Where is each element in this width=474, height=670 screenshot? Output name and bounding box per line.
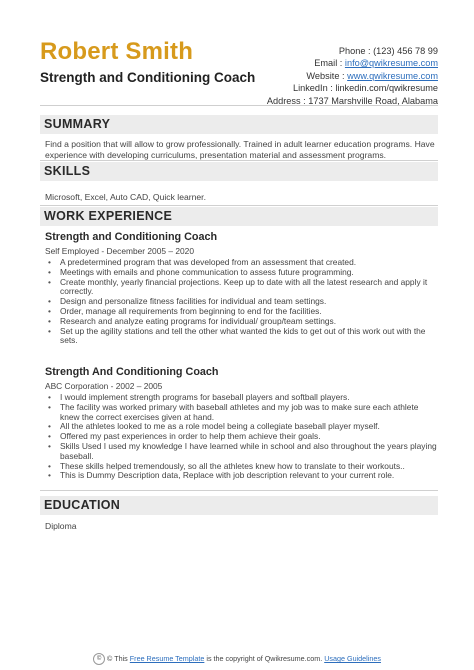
education-heading: EDUCATION xyxy=(44,498,121,512)
job-1-bullets xyxy=(45,258,438,346)
job-1-bullet: • Research and analyze eating programs for individual/ group/team settings. xyxy=(45,317,438,327)
header-divider xyxy=(40,105,438,106)
job-2-company: ABC Corporation - 2002 – 2005 xyxy=(45,381,163,391)
contact-linkedin xyxy=(267,82,438,94)
job-1-bullet: • A predetermined program that was developed from an assessment that created. xyxy=(45,258,438,268)
job-1-bullet: • Create monthly, yearly financial projections. Keep up to date with all the latest research and apply it correctly. xyxy=(45,278,438,298)
address-label: Address : xyxy=(266,95,306,106)
summary-divider xyxy=(40,160,438,161)
job-2-bullet: • The facility was worked primary with baseball athletes and my job was to make sure each athlete knew the correct exercises given at hand. xyxy=(45,403,438,423)
job-1-bullet: • Design and personalize fitness facilities for individual and team settings. xyxy=(45,297,438,307)
candidate-title: Strength and Conditioning Coach xyxy=(40,70,256,85)
linkedin-value: linkedin.com/qwikresume xyxy=(335,83,438,94)
contact-phone xyxy=(267,45,438,57)
job-2-title: Strength And Conditioning Coach xyxy=(45,366,219,378)
contact-block xyxy=(267,45,438,107)
contact-website xyxy=(267,70,438,82)
job-2-bullet: • These skills helped tremendously, so all the athletes knew how to translate to their workouts.. xyxy=(45,462,438,472)
job-1-bullet: • Order, manage all requirements from beginning to end for the facilities. xyxy=(45,307,438,317)
contact-email xyxy=(267,57,438,69)
phone-value: (123) 456 78 99 xyxy=(373,46,438,56)
email-label: Email : xyxy=(314,58,343,69)
summary-text: Find a position that will allow to grow professionally. Trained in adult learner education programs. Have experience with developing curriculums, presentation material and assessment programs. xyxy=(45,139,435,160)
job-2-bullet: • Offered my past experiences in order to help them achieve their goals. xyxy=(45,432,438,442)
address-value: 1737 Marshville Road, Alabama xyxy=(308,95,438,106)
copyright-icon: © xyxy=(93,653,105,665)
website-link[interactable]: www.qwikresume.com xyxy=(347,70,438,81)
phone-label: Phone : xyxy=(338,46,371,56)
skills-divider xyxy=(40,205,438,206)
education-heading-bar xyxy=(40,496,438,515)
skills-heading-bar xyxy=(40,162,438,181)
experience-heading: WORK EXPERIENCE xyxy=(44,209,173,223)
footer-guidelines-link[interactable]: Usage Guidelines xyxy=(324,653,381,663)
job-2-bullets xyxy=(45,393,438,481)
summary-heading: SUMMARY xyxy=(44,117,111,131)
linkedin-label: LinkedIn : xyxy=(292,83,333,94)
experience-divider xyxy=(40,490,438,491)
experience-heading-bar xyxy=(40,207,438,226)
candidate-name: Robert Smith xyxy=(40,38,194,65)
footer-template-link[interactable]: Free Resume Template xyxy=(129,653,205,663)
job-1-bullet: • Meetings with emails and phone communication to assess future programming. xyxy=(45,268,438,278)
job-1-bullet: • Set up the agility stations and tell the other what wanted the kids to get out of this work out with the sets. xyxy=(45,327,438,347)
website-label: Website : xyxy=(306,70,345,81)
job-2-bullet: • This is Dummy Description data, Replace with job description relevant to your current role. xyxy=(45,471,438,481)
summary-heading-bar xyxy=(40,115,438,134)
education-text: Diploma xyxy=(45,521,77,531)
footer xyxy=(0,653,474,665)
job-2-bullet: • All the athletes looked to me as a role model being a collegiate baseball player myself. xyxy=(45,422,438,432)
email-link[interactable]: info@qwikresume.com xyxy=(344,58,438,69)
footer-middle: is the copyright of Qwikresume.com. xyxy=(206,653,323,663)
footer-prefix: © This xyxy=(107,653,128,663)
skills-text: Microsoft, Excel, Auto CAD, Quick learner. xyxy=(45,192,206,202)
job-1-title: Strength and Conditioning Coach xyxy=(45,231,218,243)
skills-heading: SKILLS xyxy=(44,164,91,178)
job-2-bullet: • I would implement strength programs for baseball players and softball players. xyxy=(45,393,438,403)
job-2-bullet: • Skills Used I used my knowledge I have learned while in school and also throughout the years playing baseball. xyxy=(45,442,438,462)
job-1-company: Self Employed - December 2005 – 2020 xyxy=(45,246,194,256)
